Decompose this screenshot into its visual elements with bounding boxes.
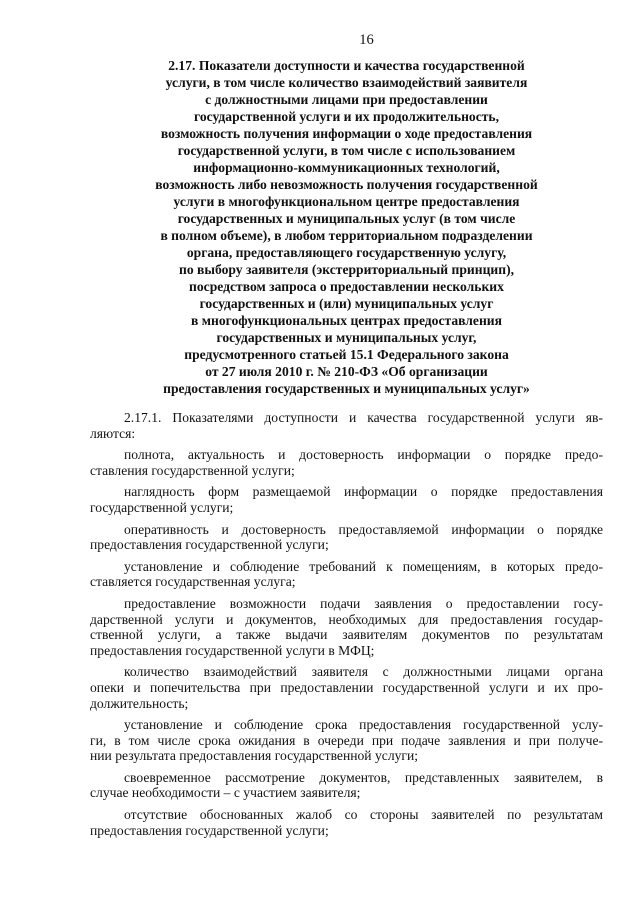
- text-line: полнота, актуальность и достоверность информации о порядке предо-: [124, 447, 603, 463]
- list-item: [90, 596, 603, 658]
- text-line: нии результата предоставления государственной услуги;: [90, 748, 419, 764]
- section-title-line: информационно-коммуникационных технологий,: [193, 160, 500, 175]
- list-item: [90, 807, 603, 838]
- text-line: должительность;: [90, 695, 189, 711]
- list-item: [90, 447, 603, 478]
- section-title-line: возможность получения информации о ходе предоставления: [160, 126, 533, 141]
- text-line: ги, в том числе срока ожидания в очереди при подаче заявления и при получе-: [90, 732, 603, 748]
- paragraph-indicators-intro: [90, 410, 603, 441]
- section-title-line: с должностными лицами при предоставлении: [205, 92, 488, 107]
- section-title-line: государственной услуги, в том числе с использованием: [177, 143, 516, 158]
- text-line: ляются:: [90, 425, 136, 441]
- text-line: установление и соблюдение требований к помещениям, в которых предо-: [124, 558, 603, 574]
- list-item: [90, 522, 603, 553]
- page-number: 16: [359, 32, 374, 48]
- text-line: ственной услуги, а также выдачи заявителям документов по результатам: [90, 627, 603, 643]
- text-line: ставляется государственная услуга;: [90, 574, 296, 590]
- text-line: предоставления государственной услуги;: [90, 822, 329, 838]
- text-line: установление и соблюдение срока предоставления государственной услу-: [124, 717, 603, 733]
- list-item: [90, 559, 603, 590]
- section-title-line: предоставления государственных и муниципальных услуг»: [163, 381, 530, 396]
- text-line: предоставление возможности подачи заявления о предоставлении госу-: [124, 595, 603, 611]
- list-item: [90, 484, 603, 515]
- list-item: [90, 770, 603, 801]
- body-text: [90, 410, 603, 838]
- section-title-line: государственных и (или) муниципальных услуг: [199, 296, 494, 311]
- list-item: [90, 717, 603, 764]
- text-line: ставления государственной услуги;: [90, 462, 295, 478]
- section-title-line: органа, предоставляющего государственную услугу,: [186, 245, 507, 260]
- section-title-line: от 27 июля 2010 г. № 210-ФЗ «Об организации: [205, 364, 488, 379]
- text-line: случае необходимости – с участием заявителя;: [90, 785, 361, 801]
- section-title-line: посредством запроса о предоставлении нескольких: [189, 279, 504, 294]
- section-title: [90, 57, 603, 397]
- section-title-line: возможность либо невозможность получения государственной: [155, 177, 538, 192]
- section-title-line: услуги в многофункциональном центре предоставления: [173, 194, 520, 209]
- text-line: предоставления государственной услуги в МФЦ;: [90, 642, 375, 658]
- section-title-line: в многофункциональных центрах предоставления: [191, 313, 502, 328]
- list-item: [90, 664, 603, 711]
- text-line: отсутствие обоснованных жалоб со стороны заявителей по результатам: [124, 807, 603, 823]
- text-line: оперативность и достоверность предоставляемой информации о порядке: [124, 521, 603, 537]
- text-line: своевременное рассмотрение документов, представленных заявителем, в: [124, 769, 603, 785]
- text-line: количество взаимодействий заявителя с должностными лицами органа: [124, 664, 603, 680]
- text-line: предоставления государственной услуги;: [90, 537, 329, 553]
- section-title-line: услуги, в том числе количество взаимодействий заявителя: [165, 75, 528, 90]
- section-title-line: государственных и муниципальных услуг (в том числе: [177, 211, 516, 226]
- section-title-line: государственной услуги и их продолжительность,: [194, 109, 499, 124]
- text-line: 2.17.1. Показателями доступности и качества государственной услуги яв-: [124, 410, 603, 425]
- text-line: опеки и попечительства при предоставлении государственной услуги и их про-: [90, 679, 603, 695]
- section-title-line: по выбору заявителя (экстерриториальный принцип),: [178, 262, 515, 277]
- section-title-line: 2.17. Показатели доступности и качества государственной: [168, 58, 525, 73]
- section-title-line: предусмотренного статьей 15.1 Федерального закона: [184, 347, 509, 362]
- text-line: дарственной услуги и документов, необходимых для предоставления государ-: [90, 611, 603, 627]
- section-title-line: в полном объеме), в любом территориальном подразделении: [160, 228, 533, 243]
- section-title-line: государственных и муниципальных услуг,: [216, 330, 477, 345]
- text-line: наглядность форм размещаемой информации о порядке предоставления: [124, 484, 603, 500]
- text-line: государственной услуги;: [90, 499, 234, 515]
